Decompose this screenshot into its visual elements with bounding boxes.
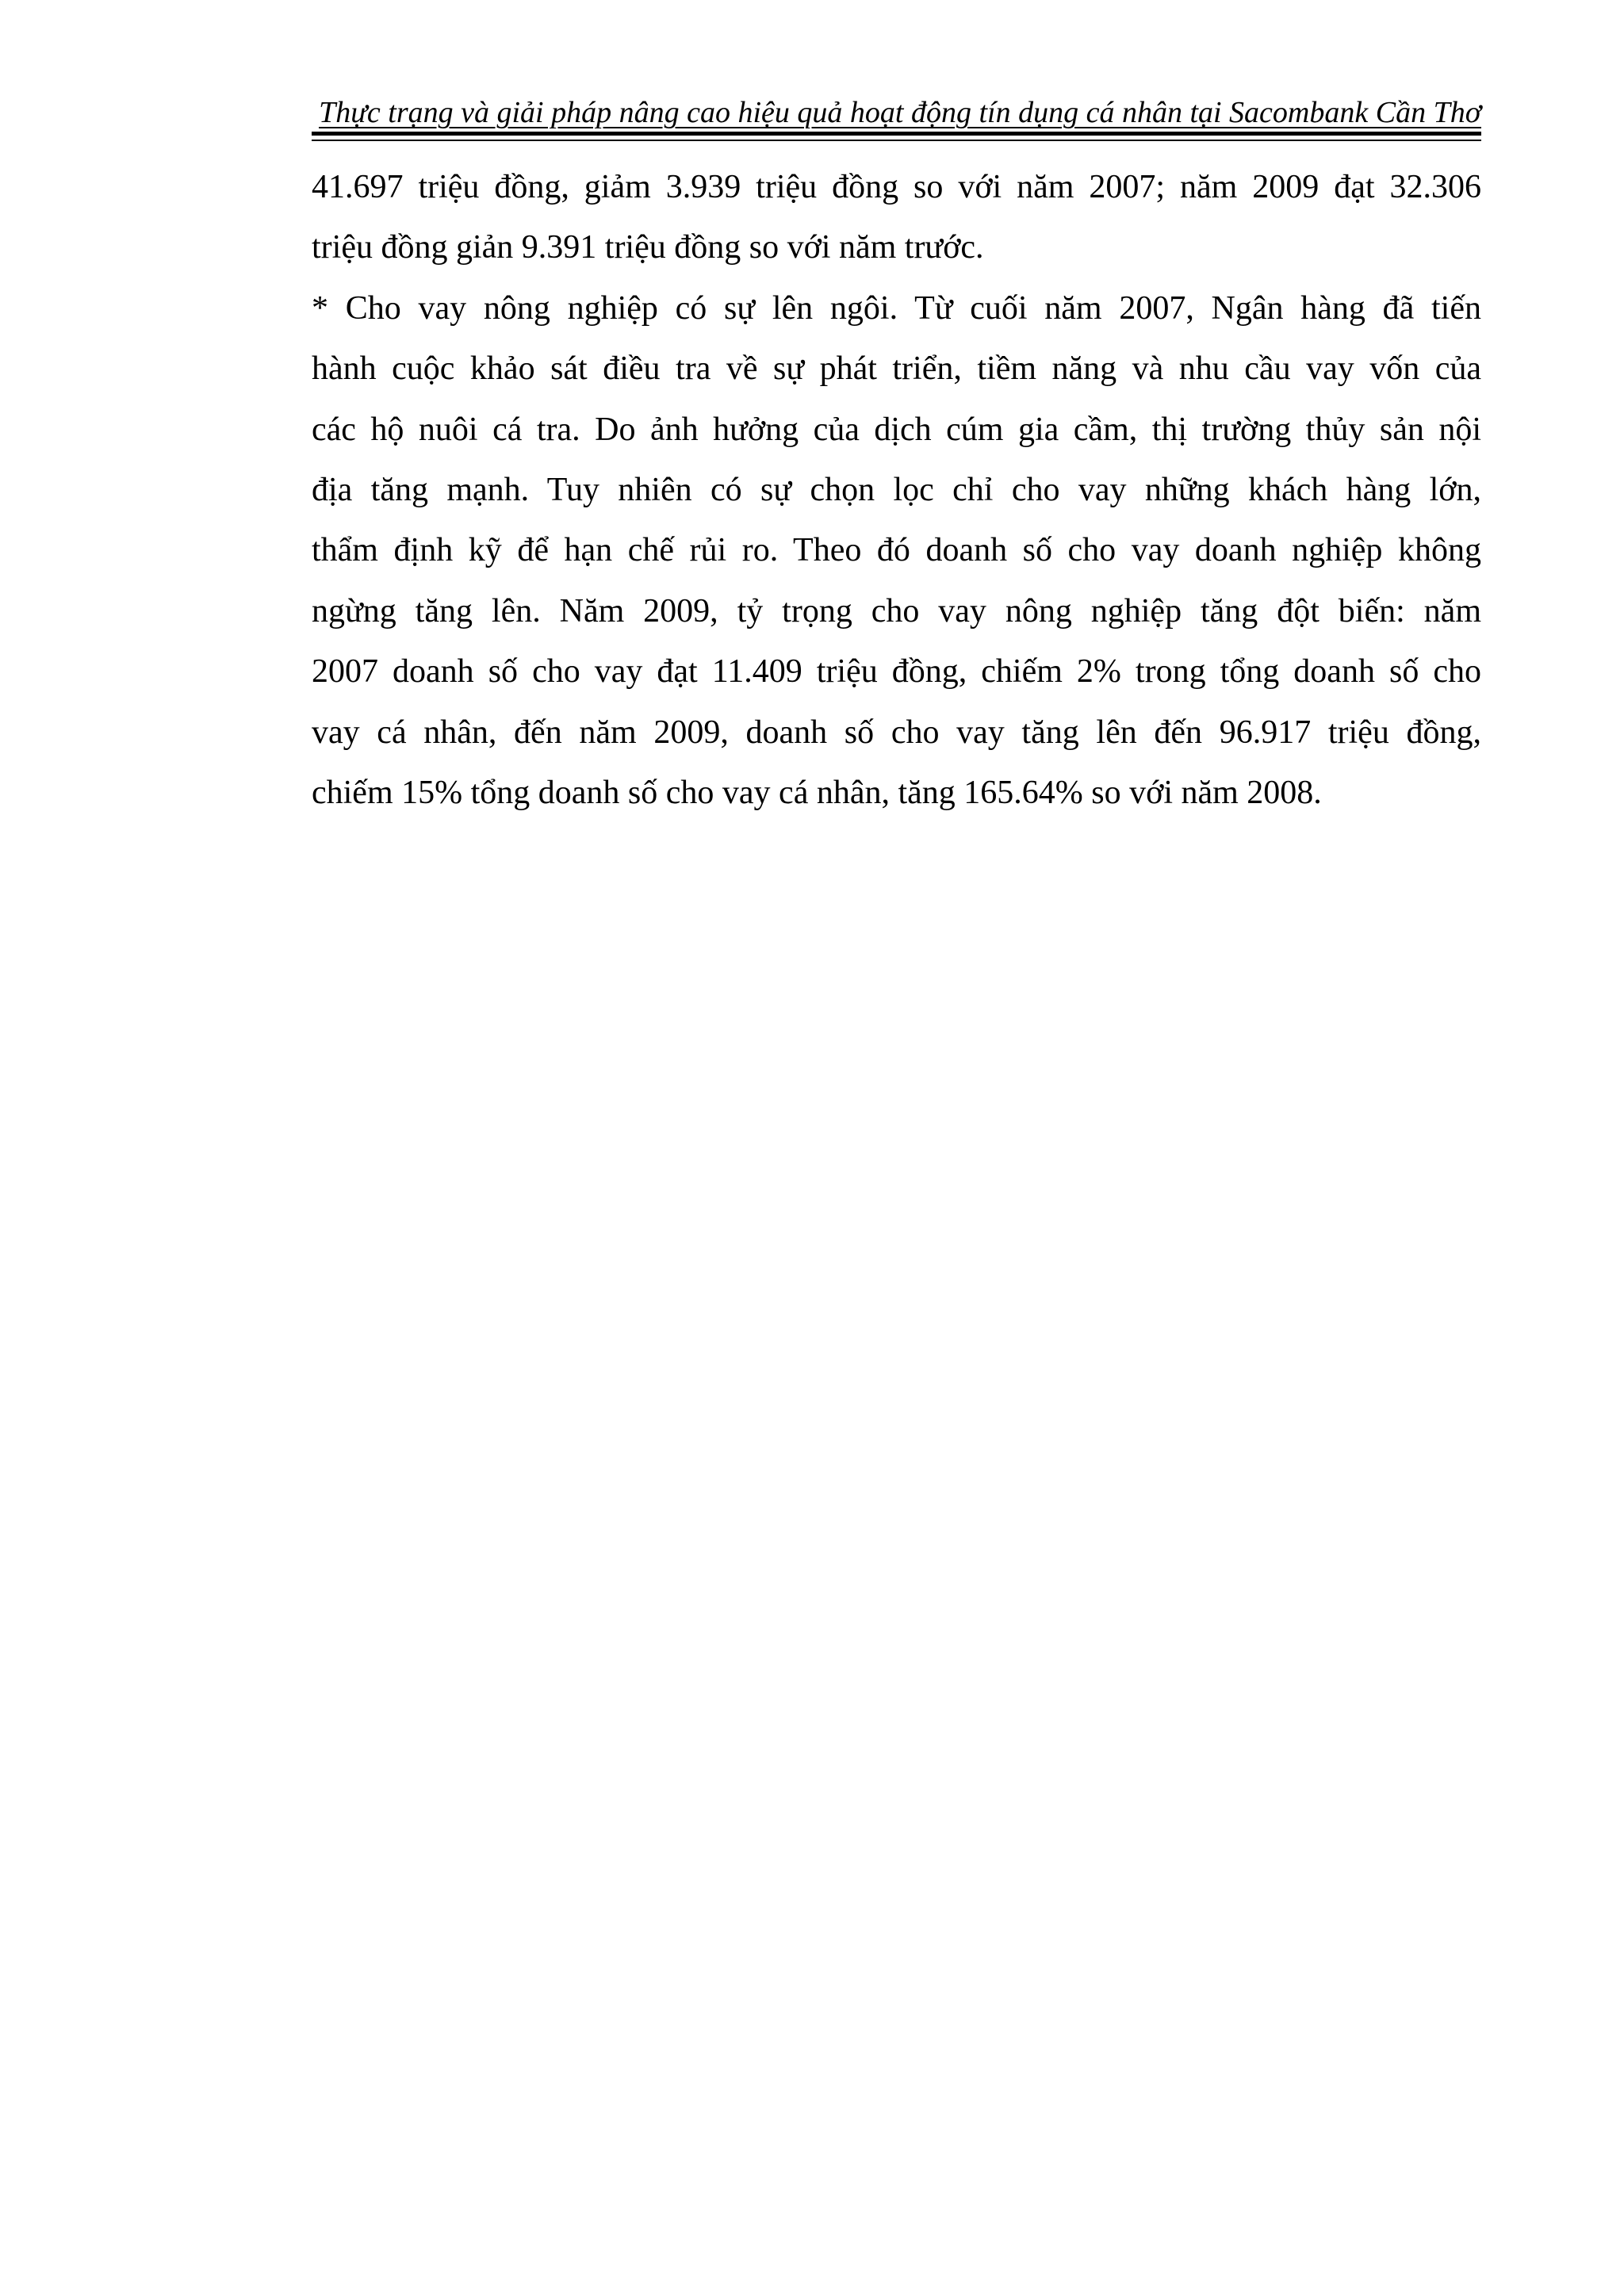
text-line: các hộ nuôi cá tra. Do ảnh hưởng của dịch cúm gia cầm, thị trường thủy sản nội xyxy=(312,411,1481,448)
header-rule-thick xyxy=(312,132,1481,136)
text-line: vay cá nhân, đến năm 2009, doanh số cho vay tăng lên đến 96.917 triệu đồng, xyxy=(312,714,1481,751)
text-line: chiếm 15% tổng doanh số cho vay cá nhân, tăng 165.64% so với năm 2008. xyxy=(312,775,1322,812)
header-rule-thin xyxy=(312,140,1481,141)
page-header-title: Thực trạng và giải pháp nâng cao hiệu quả hoạt động tín dụng cá nhân tại Sacombank Cần Thơ xyxy=(319,96,1481,129)
text-line: * Cho vay nông nghiệp có sự lên ngôi. Từ cuối năm 2007, Ngân hàng đã tiến xyxy=(312,289,1481,327)
document-body xyxy=(312,157,1481,823)
text-line: thẩm định kỹ để hạn chế rủi ro. Theo đó doanh số cho vay doanh nghiệp không xyxy=(312,532,1481,569)
paragraph-continuation xyxy=(312,157,1481,278)
text-line: 41.697 triệu đồng, giảm 3.939 triệu đồng so với năm 2007; năm 2009 đạt 32.306 xyxy=(312,169,1481,205)
text-line: triệu đồng giản 9.391 triệu đồng so với năm trước. xyxy=(312,229,984,266)
text-line: 2007 doanh số cho vay đạt 11.409 triệu đồng, chiếm 2% trong tổng doanh số cho xyxy=(312,653,1481,691)
paragraph-agriculture-loans xyxy=(312,278,1481,824)
text-line: địa tăng mạnh. Tuy nhiên có sự chọn lọc chỉ cho vay những khách hàng lớn, xyxy=(312,472,1481,509)
text-line: hành cuộc khảo sát điều tra về sự phát triển, tiềm năng và nhu cầu vay vốn của xyxy=(312,350,1481,388)
text-line: ngừng tăng lên. Năm 2009, tỷ trọng cho vay nông nghiệp tăng đột biến: năm xyxy=(312,592,1481,629)
